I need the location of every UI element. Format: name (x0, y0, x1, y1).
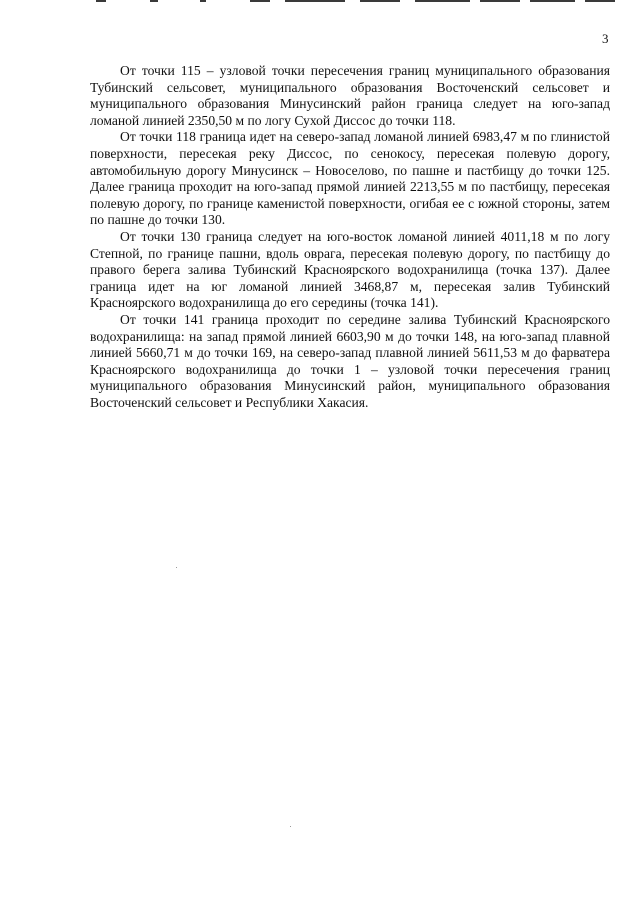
page-number: 3 (602, 31, 609, 46)
paragraph-1: От точки 115 – узловой точки пересечения границ муниципального образования Тубинский сельсовет, муниципального образования Восточенский сельсовет и муниципального образования Минусинский район граница следует на юго-запад ломаной линией 2350,50 м по логу Сухой Диссос до точки 118. (90, 63, 610, 128)
document-body (90, 63, 610, 411)
scan-edge-marks (0, 0, 640, 6)
scan-speck (290, 826, 291, 827)
paragraph-2: От точки 118 граница идет на северо-запад ломаной линией 6983,47 м по глинистой поверхности, пересекая реку Диссос, по сенокосу, пересекая полевую дорогу, автомобильную дорогу Минусинск – Новоселово, по пашне и пастбищу до точки 125. Далее граница проходит на юго-запад прямой линией 2213,55 м по пастбищу, пересекая полевую дорогу, по границе каменистой поверхности, огибая ее с южной стороны, затем по пашне до точки 130. (90, 129, 610, 228)
paragraph-3: От точки 130 граница следует на юго-восток ломаной линией 4011,18 м по логу Степной, по границе пашни, вдоль оврага, пересекая полевую дорогу, по пастбищу до правого берега залива Тубинский Красноярского водохранилища (точка 137). Далее граница идет на юг ломаной линией 3468,87 м, пересекая залив Тубинский Красноярского водохранилища до его середины (точка 141). (90, 228, 610, 311)
scan-speck (176, 567, 177, 568)
paragraph-4: От точки 141 граница проходит по середине залива Тубинский Красноярского водохранилища: на запад прямой линией 6603,90 м до точки 148, на юго-запад плавной линией 5660,71 м до точки 169, на северо-запад плавной линией 5611,53 м до фарватера Красноярского водохранилища до точки 1 – узловой точки пересечения границ муниципального образования Минусинский район, муниципального образования Восточенский сельсовет и Республики Хакасия. (90, 311, 610, 410)
